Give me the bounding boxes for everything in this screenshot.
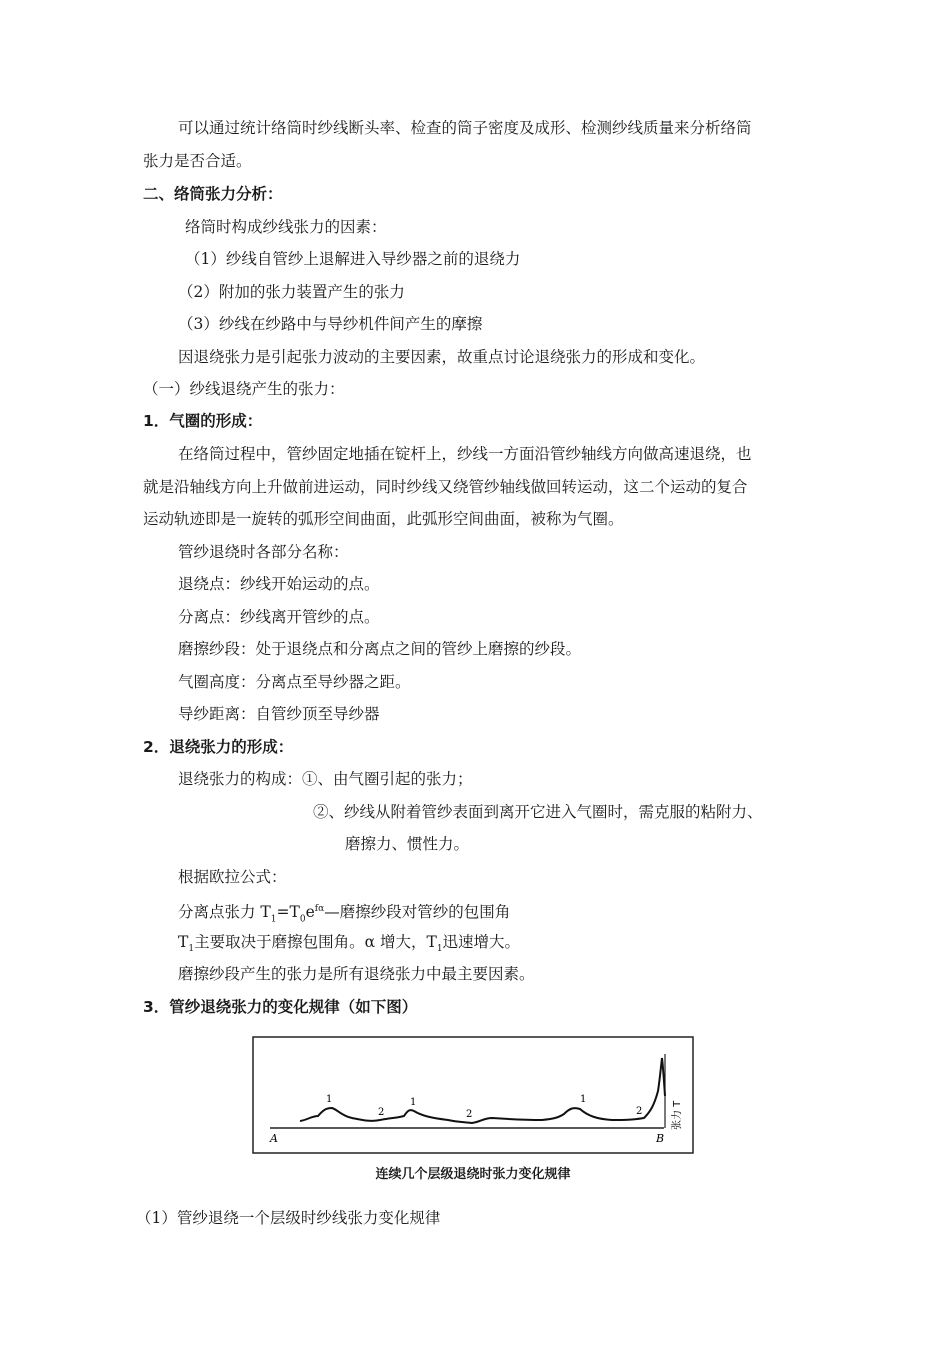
formula2-t: T <box>178 933 189 951</box>
subheading-1: （一）纱线退绕产生的张力： <box>143 380 345 398</box>
para-2: 张力是否合适。 <box>143 152 252 170</box>
para-3: 络筒时构成纱线张力的因素： <box>185 218 387 236</box>
definition-4: 气圈高度：分离点至导纱器之距。 <box>178 673 411 691</box>
chart-peak-label: 2 <box>636 1106 643 1117</box>
para-10: ②、纱线从附着管纱表面到离开它进入气圈时，需克服的粘附力、 <box>313 803 763 821</box>
chart-frame <box>253 1037 693 1153</box>
para-1: 可以通过统计络筒时纱线断头率、检查的筒子密度及成形、检测纱线质量来分析络筒 <box>178 119 752 137</box>
section-heading: 二、络筒张力分析： <box>143 185 283 203</box>
list-item-1: （1）纱线自管纱上退解进入导纱器之前的退绕力 <box>185 250 521 268</box>
para-7: 运动轨迹即是一旋转的弧形空间曲面，此弧形空间曲面，被称为气圈。 <box>143 510 624 528</box>
formula-suffix: —磨擦纱段对管纱的包围角 <box>324 903 511 922</box>
formula-explain <box>178 931 520 960</box>
chart-peak-label: 1 <box>326 1094 333 1105</box>
tension-curve <box>300 1058 665 1123</box>
para-13: 磨擦纱段产生的张力是所有退绕张力中最主要因素。 <box>178 965 535 983</box>
chart-y-label: 张力 T <box>672 1100 683 1130</box>
formula-prefix: 分离点张力 T <box>178 903 271 922</box>
para-12: 根据欧拉公式： <box>178 868 287 886</box>
chart-x-start: A <box>270 1132 278 1145</box>
definition-1: 退绕点：纱线开始运动的点。 <box>178 575 380 593</box>
chart-x-end: B <box>656 1132 665 1145</box>
numbered-heading-3: 3．管纱退绕张力的变化规律（如下图） <box>143 998 418 1016</box>
tension-chart <box>252 1036 694 1154</box>
chart-peak-label: 1 <box>410 1097 417 1108</box>
definition-3: 磨擦纱段：处于退绕点和分离点之间的管纱上磨擦的纱段。 <box>178 640 582 658</box>
para-5: 在络筒过程中，管纱固定地插在锭杆上，纱线一方面沿管纱轴线方向做高速退绕，也 <box>178 445 752 463</box>
definition-2: 分离点：纱线离开管纱的点。 <box>178 608 380 626</box>
para-6: 就是沿轴线方向上升做前进运动，同时纱线又绕管纱轴线做回转运动，这二个运动的复合 <box>143 478 748 496</box>
numbered-heading-2: 2．退绕张力的形成： <box>143 738 294 756</box>
chart-peak-label: 2 <box>378 1107 385 1118</box>
chart-peak-label: 1 <box>580 1094 587 1105</box>
para-4: 因退绕张力是引起张力波动的主要因素，故重点讨论退绕张力的形成和变化。 <box>178 348 706 366</box>
formula-sub-1: 1 <box>270 914 277 925</box>
chart-peak-label: 2 <box>466 1109 473 1120</box>
list-item-2: （2）附加的张力装置产生的张力 <box>178 283 405 301</box>
para-9: 退绕张力的构成：①、由气圈引起的张力； <box>178 770 473 788</box>
formula-mid: =T <box>276 903 300 922</box>
para-14: （1）管纱退绕一个层级时纱线张力变化规律 <box>136 1209 441 1227</box>
list-item-3: （3）纱线在纱路中与导纱机件间产生的摩擦 <box>178 315 483 333</box>
para-8: 管纱退绕时各部分名称： <box>178 543 349 561</box>
formula-sub-0: 0 <box>299 914 306 925</box>
para-11: 磨擦力、惯性力。 <box>345 835 470 853</box>
formula-line <box>178 898 510 930</box>
formula-e: e <box>305 903 315 922</box>
chart-title: 连续几个层级退绕时张力变化规律 <box>375 1167 571 1182</box>
formula2-sub-2: 1 <box>436 944 443 955</box>
formula2-sub: 1 <box>188 944 195 955</box>
formula-sup: fα <box>314 904 325 914</box>
definition-5: 导纱距离：自管纱顶至导纱器 <box>178 705 380 723</box>
formula2-b: 迅速增大。 <box>442 933 521 951</box>
numbered-heading-1: 1．气圈的形成： <box>143 412 263 430</box>
formula2-a: 主要取决于磨擦包围角。α 增大，T <box>194 933 437 951</box>
